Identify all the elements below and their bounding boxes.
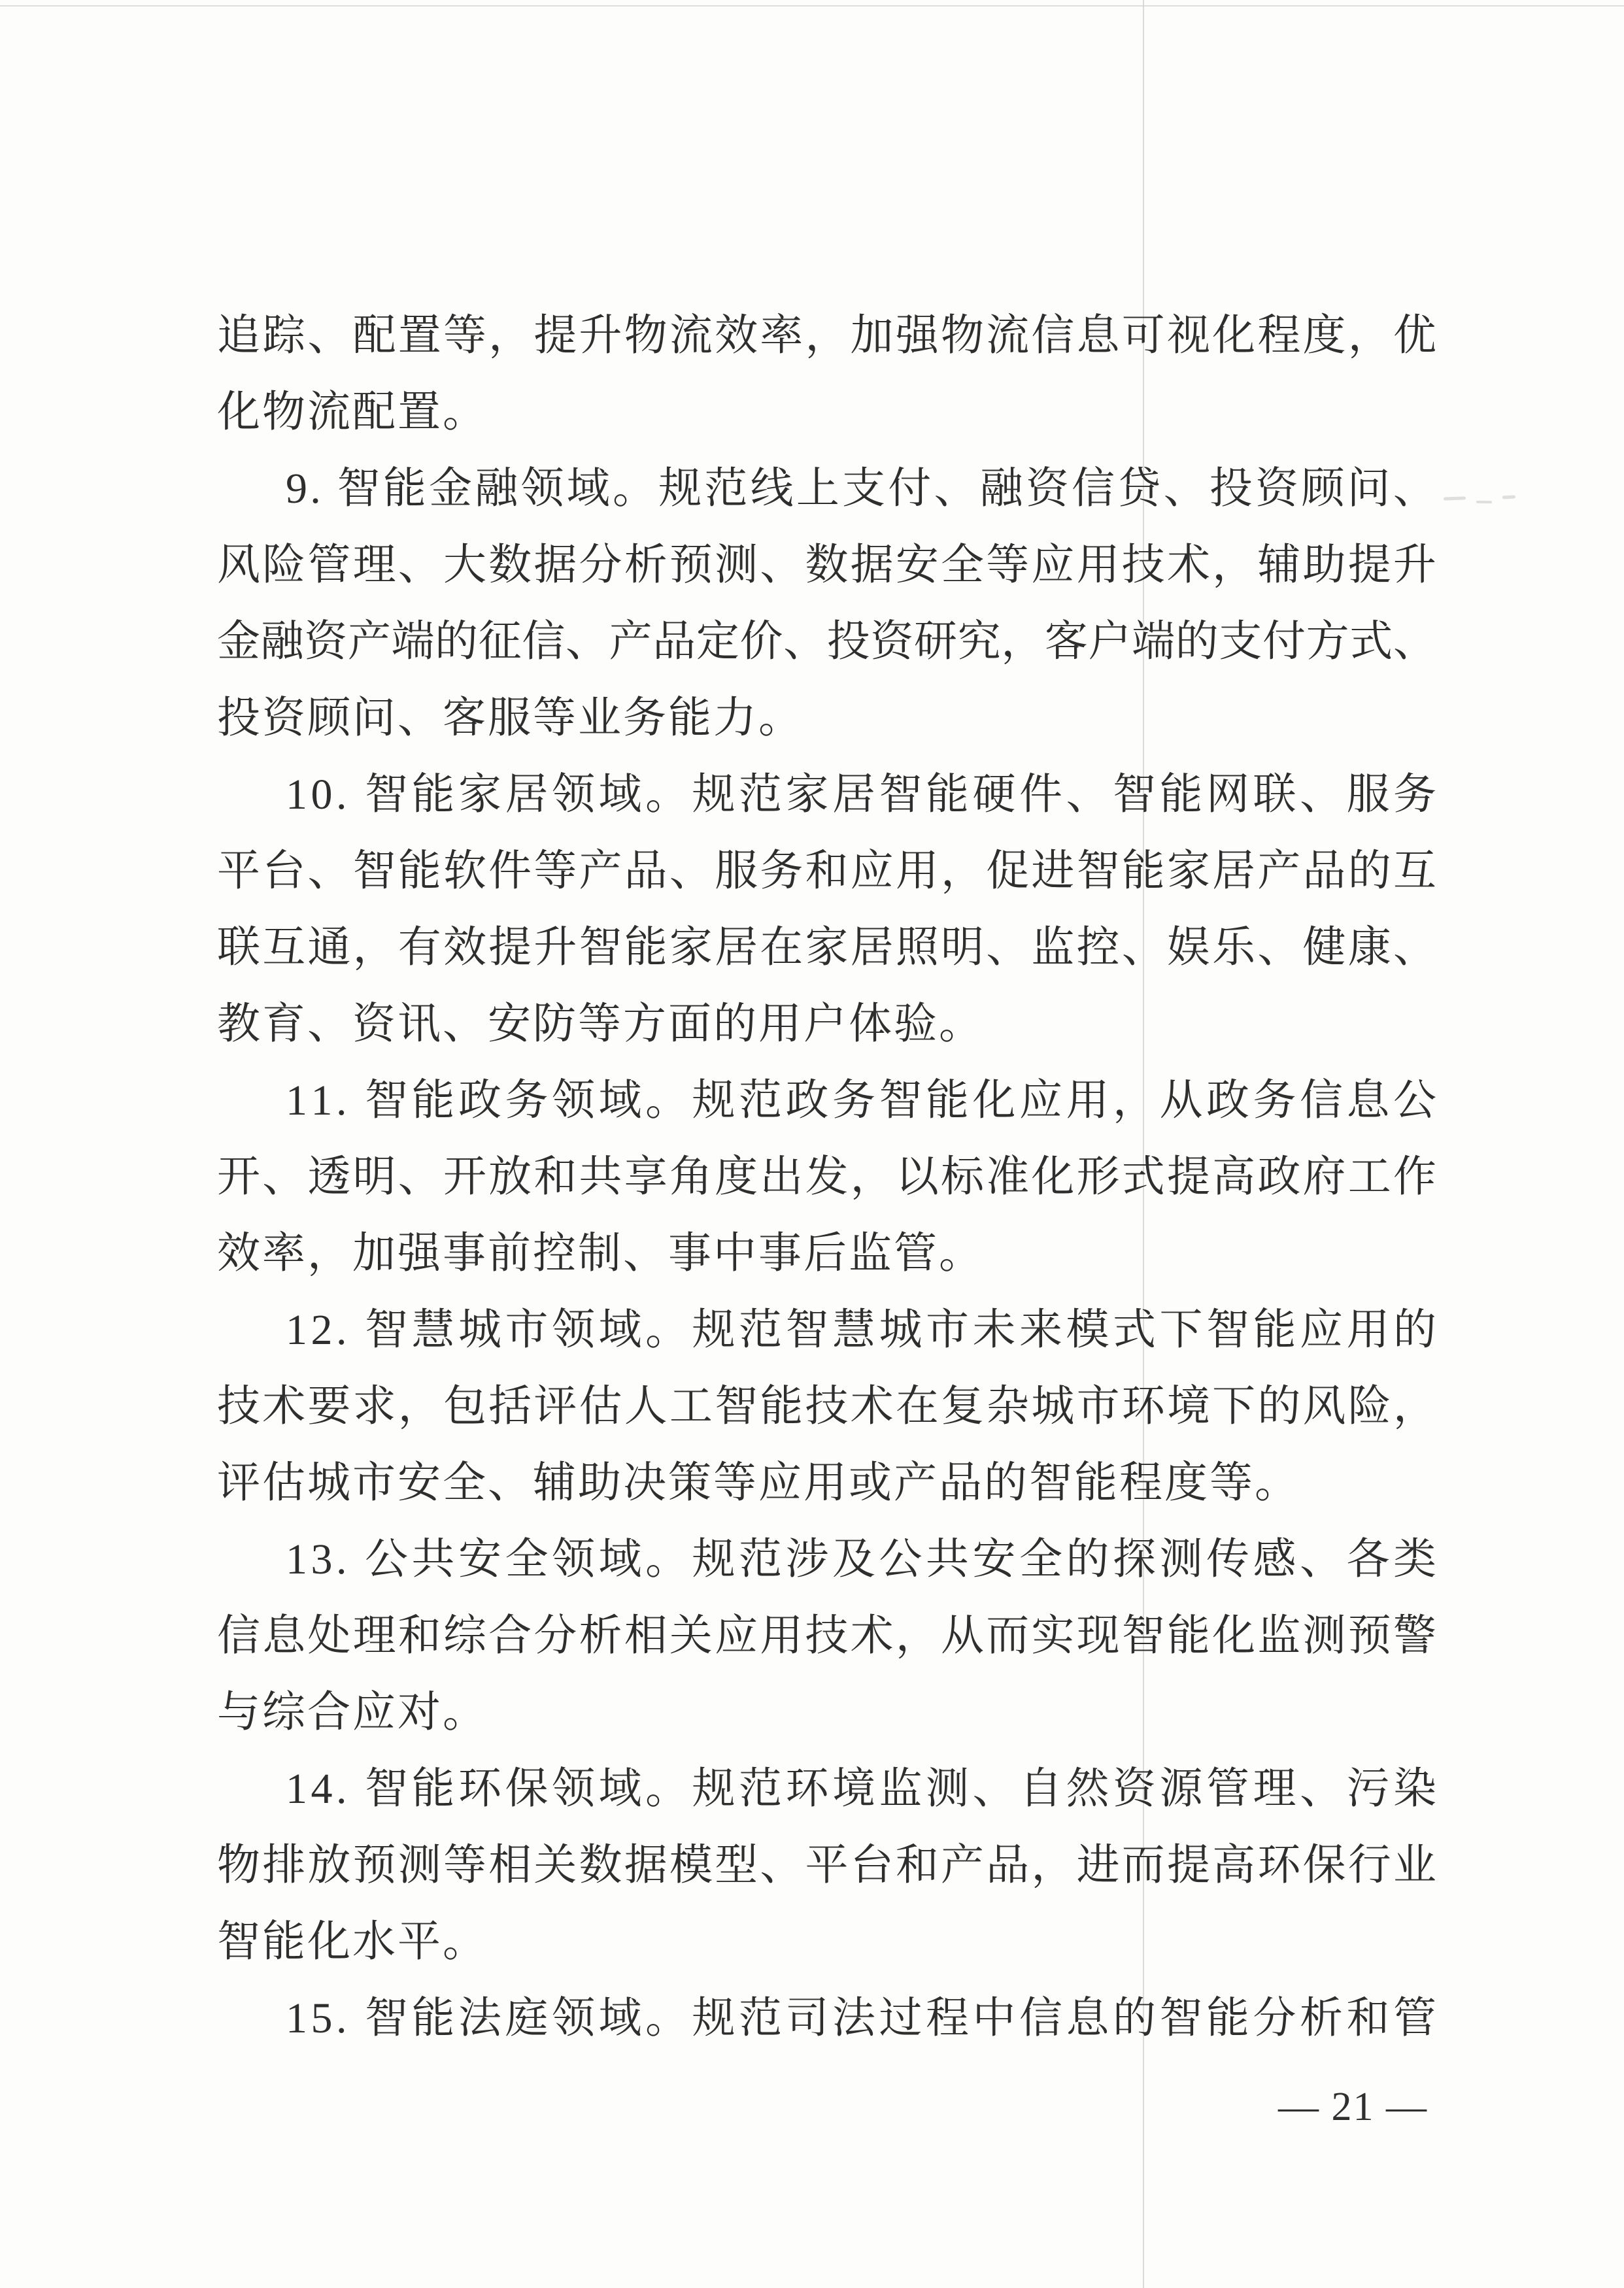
text-line: 1 3 . 公 共 安 全 领 域 。 规 范 涉 及 公 共 安 全 的 探 测 传 感 、 各 类 bbox=[286, 1536, 1436, 1583]
text-line: 1 1 . 智 能 政 务 领 域 。 规 范 政 务 智 能 化 应 用 ， 从 政 务 信 息 公 bbox=[286, 1077, 1436, 1124]
text-line: 1 0 . 智 能 家 居 领 域 。 规 范 家 居 智 能 硬 件 、 智 能 网 联 、 服 务 bbox=[286, 771, 1436, 818]
text-line: 信 息 处 理 和 综 合 分 析 相 关 应 用 技 术 ， 从 而 实 现 智 能 化 监 测 预 警 bbox=[217, 1612, 1436, 1660]
text-line: 风 险 管 理 、 大 数 据 分 析 预 测 、 数 据 安 全 等 应 用 技 术 ， 辅 助 提 升 bbox=[217, 541, 1436, 589]
text-line: 联 互 通 ， 有 效 提 升 智 能 家 居 在 家 居 照 明 、 监 控 、 娱 乐 、 健 康 、 bbox=[217, 924, 1436, 971]
text-line: 教育、资讯、安防等方面的用户体验。 bbox=[217, 1000, 984, 1048]
text-line: 开 、 透 明 、 开 放 和 共 享 角 度 出 发 ， 以 标 准 化 形 式 提 高 政 府 工 作 bbox=[217, 1153, 1436, 1201]
scan-smudge bbox=[1476, 501, 1492, 503]
text-line: 1 2 . 智 慧 城 市 领 域 。 规 范 智 慧 城 市 未 来 模 式 下 智 能 应 用 的 bbox=[286, 1306, 1436, 1354]
text-line: 平 台 、 智 能 软 件 等 产 品 、 服 务 和 应 用 ， 促 进 智 能 家 居 产 品 的 互 bbox=[217, 847, 1436, 895]
text-line: 化物流配置。 bbox=[217, 388, 488, 436]
text-line: 1 4 . 智 能 环 保 领 域 。 规 范 环 境 监 测 、 自 然 资 源 管 理 、 污 染 bbox=[286, 1765, 1436, 1813]
text-line: 1 5 . 智 能 法 庭 领 域 。 规 范 司 法 过 程 中 信 息 的 智 能 分 析 和 管 bbox=[286, 1994, 1436, 2042]
text-line: 智能化水平。 bbox=[217, 1918, 488, 1966]
scan-smudge bbox=[1502, 495, 1515, 499]
scan-edge-line bbox=[0, 5, 1624, 7]
text-line: 效率，加强事前控制、事中事后监管。 bbox=[217, 1230, 984, 1277]
scan-smudge bbox=[1444, 496, 1466, 500]
text-line: 与综合应对。 bbox=[217, 1689, 488, 1736]
text-line: 投资顾问、客服等业务能力。 bbox=[217, 694, 804, 742]
text-line: 追 踪 、 配 置 等 ， 提 升 物 流 效 率 ， 加 强 物 流 信 息 可 视 化 程 度 ， 优 bbox=[217, 312, 1436, 360]
page-number: — 21 — bbox=[1278, 2085, 1428, 2129]
text-line: 技 术 要 求 ， 包 括 评 估 人 工 智 能 技 术 在 复 杂 城 市 环 境 下 的 风 险 ， bbox=[217, 1383, 1436, 1430]
text-line: 金 融 资 产 端 的 征 信 、 产 品 定 价 、 投 资 研 究 ， 客 户 端 的 支 付 方 式 、 bbox=[217, 618, 1436, 665]
text-line: 9 . 智 能 金 融 领 域 。 规 范 线 上 支 付 、 融 资 信 贷 、 投 资 顾 问 、 bbox=[286, 465, 1436, 513]
text-line: 物 排 放 预 测 等 相 关 数 据 模 型 、 平 台 和 产 品 ， 进 而 提 高 环 保 行 业 bbox=[217, 1842, 1436, 1889]
text-line: 评估城市安全、辅助决策等应用或产品的智能程度等。 bbox=[217, 1459, 1300, 1507]
document-body bbox=[217, 297, 1436, 2057]
